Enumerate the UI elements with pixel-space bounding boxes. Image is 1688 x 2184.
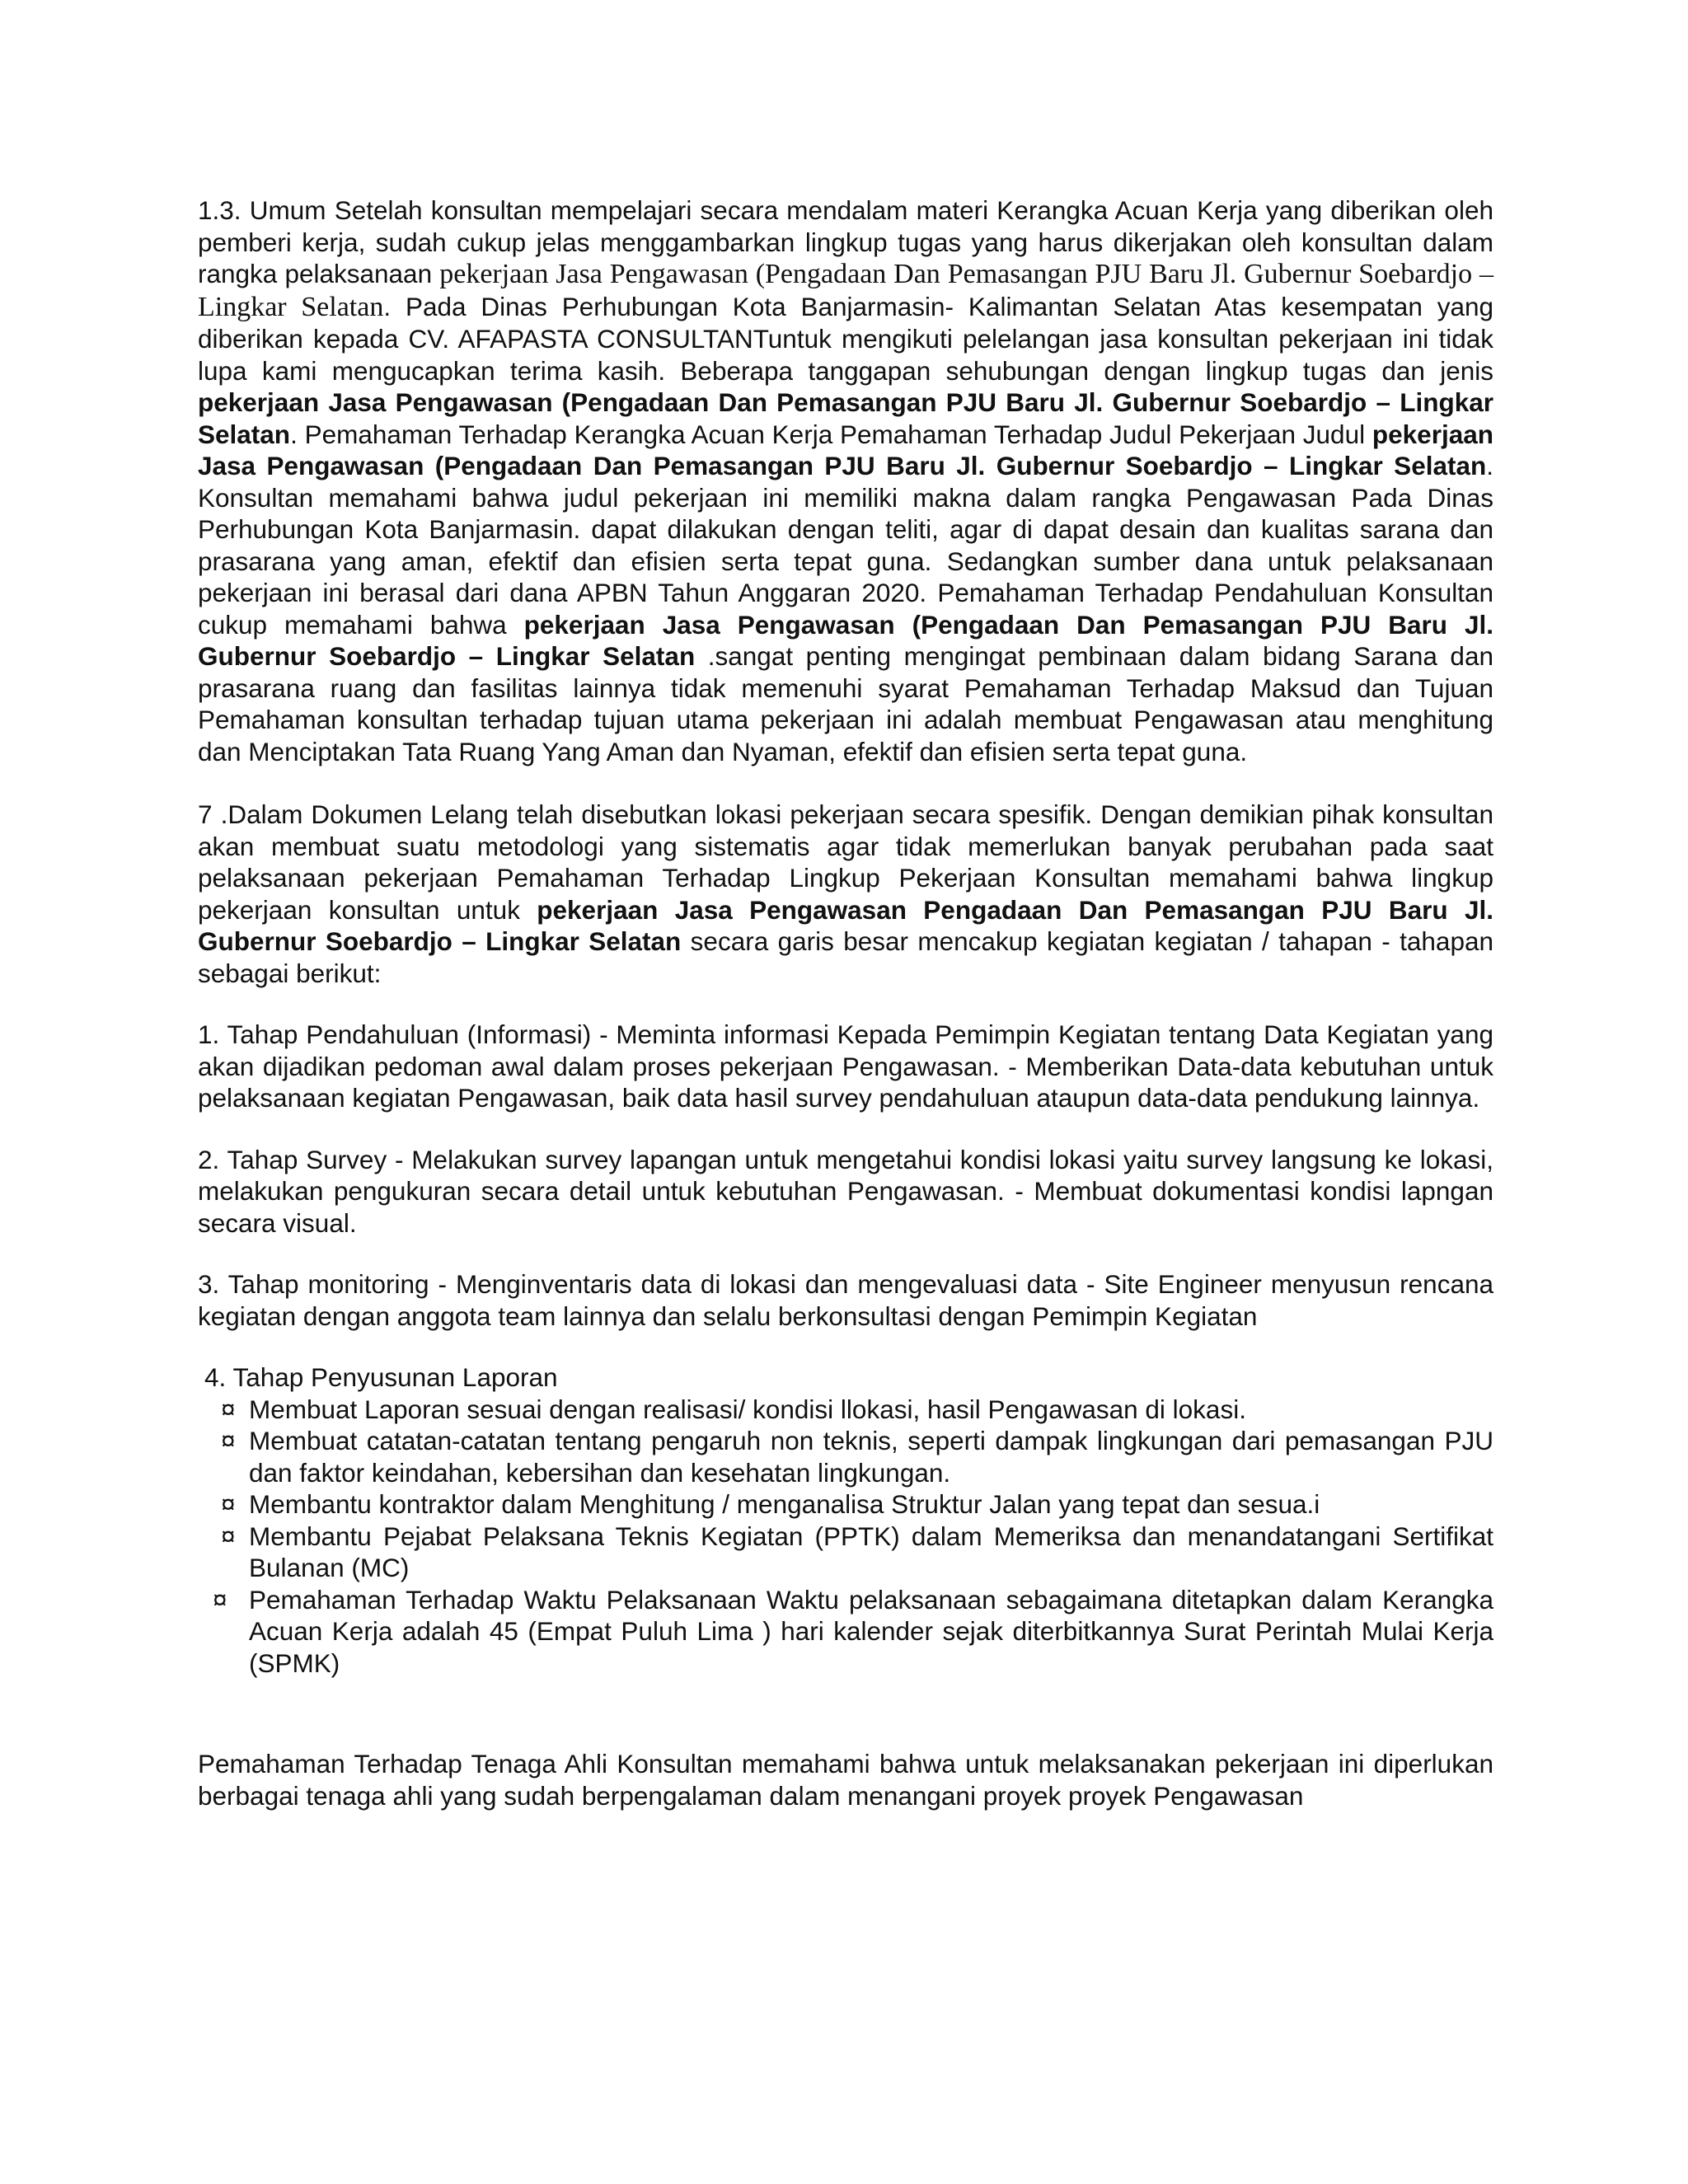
list-item (198, 1584, 1493, 1680)
list-item-text: Membuat Laporan sesuai dengan realisasi/ kondisi llokasi, hasil Pengawasan di lokasi. (249, 1394, 1246, 1424)
list-item-text: Pemahaman Terhadap Waktu Pelaksanaan Waktu pelaksanaan sebagaimana ditetapkan dalam Kerangka Acuan Kerja adalah 45 (Empat Puluh Lima ) hari kalender sejak diterbitkannya Surat Perintah Mulai Kerja (SPMK) (249, 1584, 1493, 1678)
text-span: .sangat penting mengingat pembinaan dalam bidang Sarana dan prasarana ruang dan fasilitas lainnya tidak memenuhi syarat Pemahaman Terhadap Maksud dan Tujuan Pemahaman konsultan terhadap tujuan utama pekerjaan ini adalah membuat Pengawasan atau menghitung dan Menciptakan Tata Ruang Yang Aman dan Nyaman, efektif dan efisien serta tepat guna. (198, 641, 1493, 766)
project-title-bold: pekerjaan Jasa Pengawasan (Pengadaan Dan Pemasangan PJU Baru Jl. Gubernur Soebardjo – Lingkar Selatan (198, 387, 1493, 449)
list-item (198, 1394, 1493, 1426)
text-span: . Pada Dinas Perhubungan Kota Banjarmasin- Kalimantan Selatan Atas kesempatan yang diberikan kepada CV. AFAPASTA CONSULTANTuntuk mengikuti pelelangan jasa konsultan pekerjaan ini tidak lupa kami mengucapkan terima kasih. Beberapa tanggapan sehubungan dengan lingkup tugas dan jenis (198, 291, 1494, 386)
stage-3-paragraph: 3. Tahap monitoring - Menginventaris data di lokasi dan mengevaluasi data - Site Engineer menyusun rencana kegiatan dengan anggota team lainnya dan selalu berkonsultasi dengan Pemimpin Kegiatan (198, 1269, 1493, 1331)
project-title-bold: pekerjaan Jasa Pengawasan Pengadaan Dan Pemasangan PJU Baru Jl. Gubernur Soebardjo – Lingkar Selatan (198, 894, 1493, 956)
text-span: secara garis besar mencakup kegiatan kegiatan / tahapan - tahapan sebagai berikut: (198, 926, 1493, 988)
text-span: 1.3. Umum Setelah konsultan mempelajari secara mendalam materi Kerangka Acuan Kerja yang diberikan oleh pemberi kerja, sudah cukup jelas menggambarkan lingkup tugas yang harus dikerjakan oleh konsultan dalam rangka pelaksanaan (198, 195, 1493, 288)
bullet-marker-icon: ¤ (221, 1489, 236, 1519)
text-span: . Pemahaman Terhadap Kerangka Acuan Kerja Pemahaman Terhadap Judul Pekerjaan Judul (290, 419, 1372, 449)
bullet-marker-icon: ¤ (221, 1521, 236, 1551)
project-title-bold: pekerjaan Jasa Pengawasan (Pengadaan Dan Pemasangan PJU Baru Jl. Gubernur Soebardjo – Lingkar Selatan (198, 419, 1493, 480)
stage-2-paragraph: 2. Tahap Survey - Melakukan survey lapangan untuk mengetahui kondisi lokasi yaitu survey langsung ke lokasi, melakukan pengukuran secara detail untuk kebutuhan Pengawasan. - Membuat dokumentasi kondisi lapngan secara visual. (198, 1144, 1493, 1238)
project-title-serif: pekerjaan Jasa Pengawasan (Pengadaan Dan Pemasangan PJU Baru Jl. Gubernur Soebardjo – Lingkar Selatan (198, 259, 1494, 322)
paragraph-general-understanding (198, 194, 1493, 767)
paragraph-scope (198, 799, 1493, 989)
bullet-marker-icon: ¤ (213, 1584, 227, 1615)
list-item (198, 1488, 1493, 1521)
stage-4-bullet-list (198, 1394, 1493, 1680)
bullet-marker-icon: ¤ (221, 1426, 236, 1455)
list-item (198, 1521, 1493, 1584)
list-item-text: Membantu kontraktor dalam Menghitung / menganalisa Struktur Jalan yang tepat dan sesua.i (249, 1489, 1320, 1519)
bullet-marker-icon: ¤ (221, 1394, 236, 1424)
stage-1-paragraph: 1. Tahap Pendahuluan (Informasi) - Meminta informasi Kepada Pemimpin Kegiatan tentang Data Kegiatan yang akan dijadikan pedoman awal dalam proses pekerjaan Pengawasan. - Memberikan Data-data kebutuhan untuk pelaksanaan kegiatan Pengawasan, baik data hasil survey pendahuluan ataupun data-data pendukung lainnya. (198, 1019, 1493, 1113)
text-span: . Konsultan memahami bahwa judul pekerjaan ini memiliki makna dalam rangka Pengawasan Pada Dinas Perhubungan Kota Banjarmasin. dapat dilakukan dengan teliti, agar di dapat desain dan kualitas sarana dan prasarana yang aman, efektif dan efisien serta tepat guna. Sedangkan sumber dana untuk pelaksanaan pekerjaan ini berasal dari dana APBN Tahun Anggaran 2020. Pemahaman Terhadap Pendahuluan Konsultan cukup memahami bahwa (198, 451, 1493, 640)
list-item-text: Membantu Pejabat Pelaksana Teknis Kegiatan (PPTK) dalam Memeriksa dan menandatangani Sertifikat Bulanan (MC) (249, 1521, 1493, 1582)
stage-4-section (198, 1361, 1493, 1679)
stage-4-heading: 4. Tahap Penyusunan Laporan (204, 1362, 558, 1392)
list-item (198, 1425, 1493, 1488)
paragraph-experts: Pemahaman Terhadap Tenaga Ahli Konsultan memahami bahwa untuk melaksanakan pekerjaan ini diperlukan berbagai tenaga ahli yang sudah berpengalaman dalam menangani proyek proyek Pengawasan (198, 1749, 1493, 1811)
text-span: 7 .Dalam Dokumen Lelang telah disebutkan lokasi pekerjaan secara spesifik. Dengan demikian pihak konsultan akan membuat suatu metodologi yang sistematis agar tidak memerlukan banyak perubahan pada saat pelaksanaan pekerjaan Pemahaman Terhadap Lingkup Pekerjaan Konsultan memahami bahwa lingkup pekerjaan konsultan untuk (198, 799, 1493, 925)
list-item-text: Membuat catatan-catatan tentang pengaruh non teknis, seperti dampak lingkungan dari pemasangan PJU dan faktor keindahan, kebersihan dan kesehatan lingkungan. (249, 1426, 1493, 1488)
document-page (198, 194, 1493, 1811)
project-title-bold: pekerjaan Jasa Pengawasan (Pengadaan Dan Pemasangan PJU Baru Jl. Gubernur Soebardjo – Lingkar Selatan (198, 609, 1493, 671)
